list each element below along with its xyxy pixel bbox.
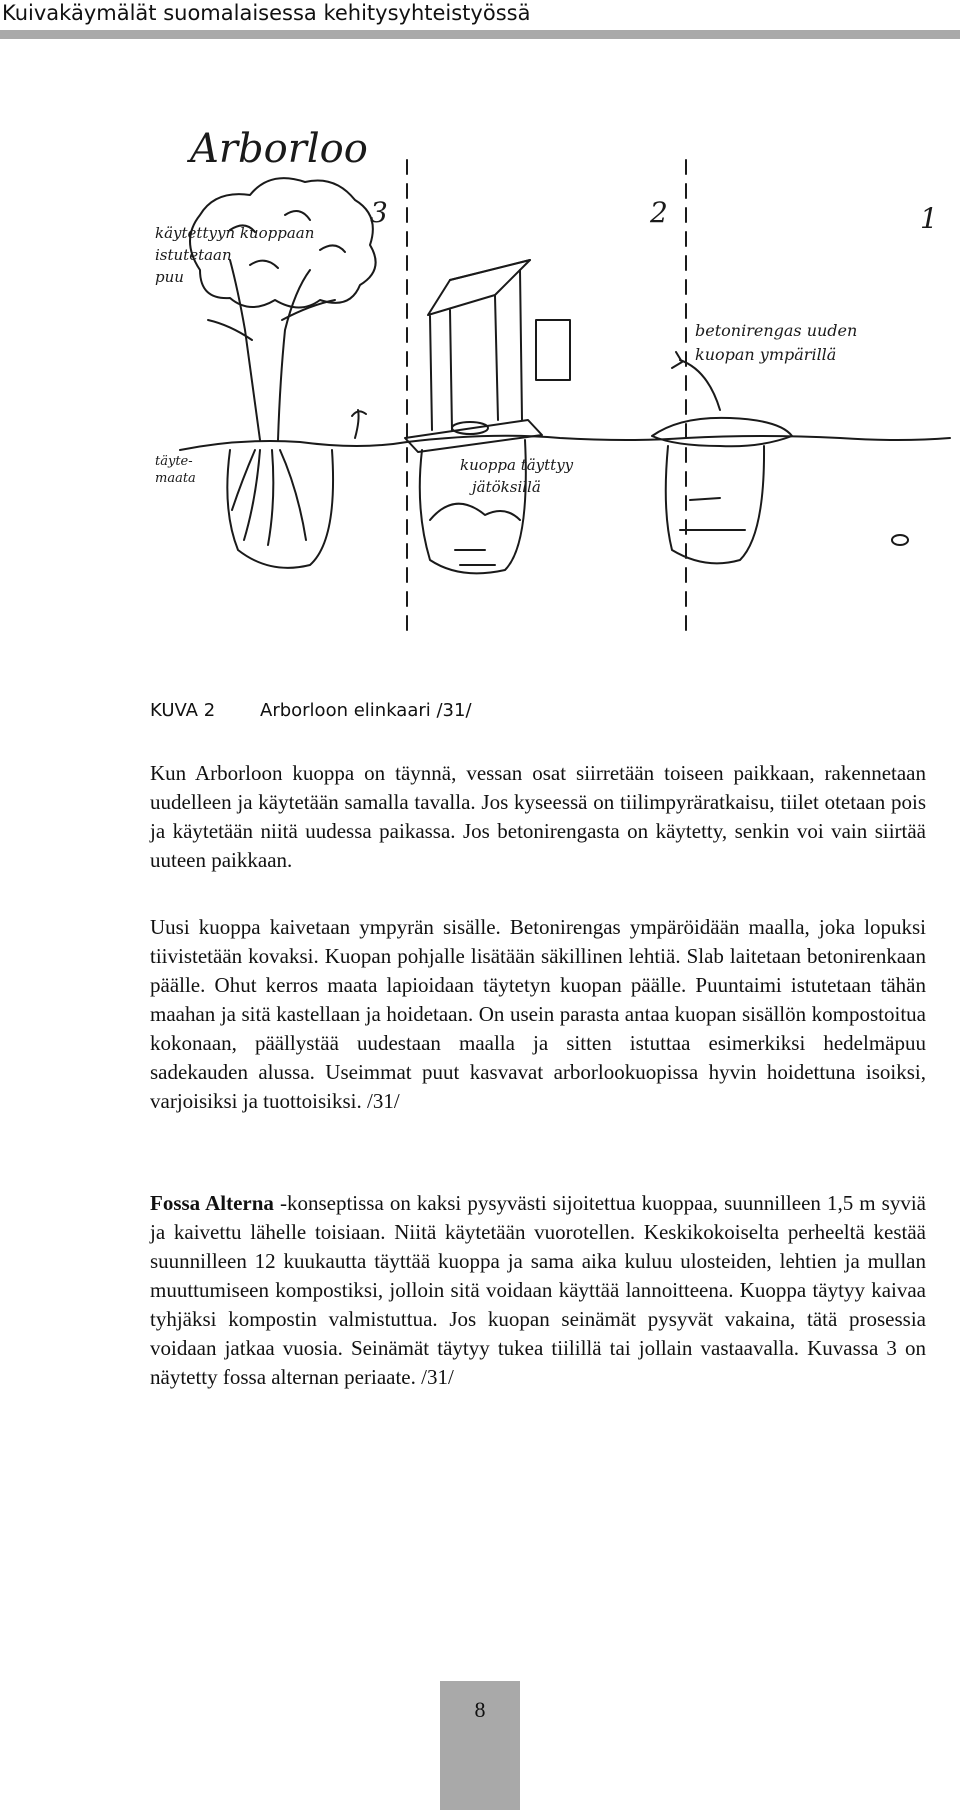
- stage-2-label: 2: [650, 196, 668, 229]
- small-flower: [352, 410, 366, 438]
- paragraph-2: Uusi kuoppa kaivetaan ympyrän sisälle. Betonirengas ympäröidään maalla, joka lopuksi tiivistetään kovaksi. Kuopan pohjalle lisätään säkillinen lehtiä. Slab laitetaan betonirenkaan päälle. Ohut kerros maata lapioidaan täytetyn kuopan päälle. Puuntaimi istutetaan tähän maahan ja sitä kastellaan ja hoidetaan. On usein parasta antaa kuopan sisällön kompostoitua kokonaan, päällystää uudestaan maalla ja sitten istuttaa esimerkiksi hedelmäpuu sadekauden alussa. Useimmat puut kasvavat arborlookuopissa hyvin hoidettuna isoiksi, varjoisiksi ja tuottoisiksi. /31/: [150, 915, 926, 1113]
- ring-note-line2: kuopan ympärillä: [695, 345, 837, 364]
- figure-caption: [150, 700, 472, 721]
- pit-note-line2: jätöksillä: [472, 478, 541, 496]
- paragraph-3-text: -konseptissa on kaksi pysyvästi sijoitettua kuoppaa, suunnilleen 1,5 m syviä ja kaivettu lähelle toisiaan. Niitä käytetään vuorotellen. Keskikokoiselta perheeltä kestää suunnilleen 12 kuukautta täyttää kuoppa ja sama aika kuluu ulosteiden, lehtien ja mullan muuttumiseen kompostiksi, jolloin sitä voidaan käyttää lannoitteena. Kuoppa täytyy kaivaa tyhjäksi kompostin valmistuttua. Jos kuopan seinämät pysyvät vakaina, tätä prosessia voidaan jatkaa vuosia. Seinämät täytyy tukea tiilillä tai jollain vastaavalla. Kuvassa 3 on näytetty fossa alternan periaate. /31/: [150, 1191, 926, 1389]
- caption-number: KUVA 2: [150, 700, 216, 721]
- tree-note-line1: käytettyyn kuoppaan: [155, 224, 315, 242]
- header-rule: [0, 30, 960, 39]
- shelter-drawing: [405, 260, 570, 452]
- fill-note-line1: täyte-: [155, 454, 193, 469]
- arborloo-figure: [155, 120, 960, 690]
- arborloo-sketch: [155, 120, 960, 690]
- page-number-box: [440, 1681, 520, 1810]
- page-number: 8: [474, 1697, 486, 1722]
- pit-note-line1: kuoppa täyttyy: [460, 456, 574, 474]
- tree-note-line3: puu: [155, 268, 184, 286]
- paragraph-3: [150, 1189, 926, 1392]
- stage-1-label: 1: [920, 202, 938, 235]
- small-stone: [892, 535, 908, 545]
- tree-note-line2: istutetaan: [155, 246, 232, 264]
- figure-title: Arborloo: [190, 126, 368, 172]
- ring-note-line1: betonirengas uuden: [695, 321, 858, 340]
- filled-pit-3: [227, 450, 333, 568]
- paragraph-1: Kun Arborloon kuoppa on täynnä, vessan osat siirretään toiseen paikkaan, rakennetaan uudelleen ja käytetään samalla tavalla. Jos kyseessä on tiilimpyräratkaisu, tiilet otetaan pois ja käytetään niitä uudessa paikassa. Jos betonirengasta on käytetty, senkin voi vain siirtää uuteen paikkaan.: [150, 761, 926, 872]
- stage-3-label: 3: [370, 196, 388, 229]
- tree-drawing: [190, 178, 376, 440]
- fill-note-line2: maata: [155, 471, 196, 486]
- ground-line: [180, 436, 950, 450]
- caption-text: Arborloon elinkaari /31/: [260, 700, 472, 721]
- running-header: Kuivakäymälät suomalaisessa kehitysyhteistyössä: [2, 1, 531, 25]
- paragraph-3-term: Fossa Alterna: [150, 1191, 274, 1215]
